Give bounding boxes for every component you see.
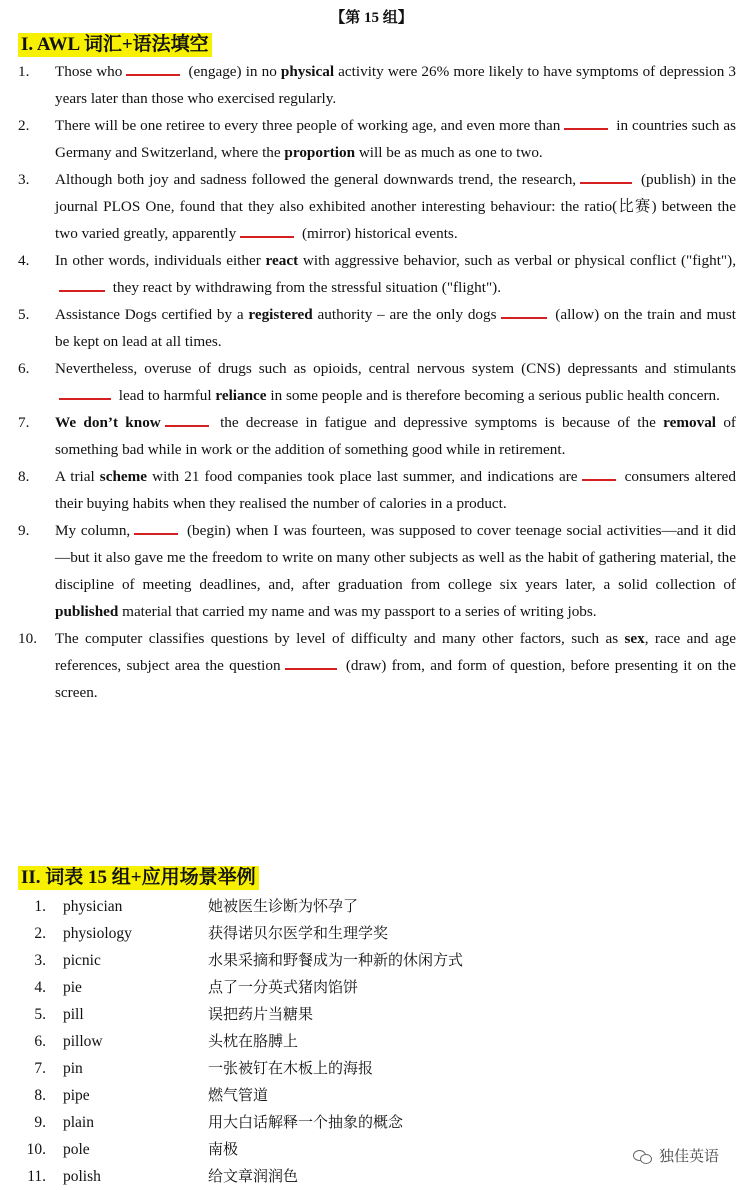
list-item bbox=[24, 1028, 724, 1055]
vocab-number: 10. bbox=[26, 1141, 46, 1158]
vocab-example: 南极 bbox=[208, 1140, 239, 1158]
vocab-number: 4. bbox=[34, 979, 46, 996]
question-number: 5. bbox=[18, 306, 30, 323]
answer-blank[interactable] bbox=[59, 276, 105, 292]
answer-blank[interactable] bbox=[285, 654, 337, 670]
question-number: 6. bbox=[18, 360, 30, 377]
vocab-word: pill bbox=[63, 1006, 84, 1023]
vocab-word: pole bbox=[63, 1141, 90, 1158]
vocab-example: 燃气管道 bbox=[208, 1086, 269, 1104]
list-item bbox=[24, 1082, 724, 1109]
question-number: 9. bbox=[18, 522, 30, 539]
question-item: 10. The computer classifies questions by level of difficulty and many other factors, such as sex, race and age references, subject area the question (draw) from, and form of question, before presenting it on the screen. bbox=[18, 625, 736, 706]
question-number: 8. bbox=[18, 468, 30, 485]
vocab-example: 她被医生诊断为怀孕了 bbox=[208, 897, 359, 915]
vocab-number: 9. bbox=[34, 1114, 46, 1131]
vocab-number: 7. bbox=[34, 1060, 46, 1077]
list-item bbox=[24, 1163, 724, 1190]
vocab-word: picnic bbox=[63, 952, 101, 969]
question-number: 2. bbox=[18, 117, 30, 134]
vocab-number: 1. bbox=[34, 898, 46, 915]
answer-blank[interactable] bbox=[134, 519, 178, 535]
question-item: 8. A trial scheme with 21 food companies took place last summer, and indications are consumers altered their buying habits when they realised the number of calories in a product. bbox=[18, 463, 736, 517]
vocab-word: pipe bbox=[63, 1087, 90, 1104]
vocab-list bbox=[24, 893, 724, 1190]
question-list bbox=[18, 58, 736, 706]
section2-heading: II. 词表 15 组+应用场景举例 bbox=[18, 866, 259, 890]
group-title: 【第 15 组】 bbox=[330, 10, 413, 26]
watermark bbox=[633, 1145, 719, 1166]
question-item: 6. Nevertheless, overuse of drugs such as opioids, central nervous system (CNS) depressants and stimulants lead to harmful reliance in some people and is therefore becoming a serious public health concern. bbox=[18, 355, 736, 409]
vocab-number: 5. bbox=[34, 1006, 46, 1023]
vocab-number: 2. bbox=[34, 925, 46, 942]
question-number: 3. bbox=[18, 171, 30, 188]
vocab-word: polish bbox=[63, 1168, 101, 1185]
list-item bbox=[24, 974, 724, 1001]
question-number: 4. bbox=[18, 252, 30, 269]
vocab-word: pin bbox=[63, 1060, 83, 1077]
question-number: 1. bbox=[18, 63, 30, 80]
watermark-text: 独佳英语 bbox=[658, 1147, 719, 1165]
list-item bbox=[24, 1055, 724, 1082]
vocab-example: 误把药片当糖果 bbox=[208, 1005, 314, 1023]
vocab-number: 3. bbox=[34, 952, 46, 969]
vocab-example: 一张被钉在木板上的海报 bbox=[208, 1059, 374, 1077]
vocab-word: pillow bbox=[63, 1033, 103, 1050]
answer-blank[interactable] bbox=[501, 303, 547, 319]
list-item bbox=[24, 1136, 724, 1163]
list-item bbox=[24, 920, 724, 947]
list-item bbox=[24, 1001, 724, 1028]
question-item: 7. We don’t know the decrease in fatigue and depressive symptoms is because of the removal of something bad while in work or the addition of something good while in retirement. bbox=[18, 409, 736, 463]
vocab-example: 头枕在胳膊上 bbox=[208, 1032, 299, 1050]
vocab-word: plain bbox=[63, 1114, 94, 1131]
list-item bbox=[24, 947, 724, 974]
vocab-example: 点了一分英式猪肉馅饼 bbox=[208, 978, 359, 996]
vocab-number: 11. bbox=[27, 1168, 46, 1185]
question-item: 5. Assistance Dogs certified by a registered authority – are the only dogs (allow) on the train and must be kept on lead at all times. bbox=[18, 301, 736, 355]
list-item bbox=[24, 1109, 724, 1136]
list-item bbox=[24, 893, 724, 920]
question-item: 2. There will be one retiree to every three people of working age, and even more than in countries such as Germany and Switzerland, where the proportion will be as much as one to two. bbox=[18, 112, 736, 166]
answer-blank[interactable] bbox=[59, 384, 111, 400]
vocab-example: 给文章润润色 bbox=[208, 1167, 299, 1185]
answer-blank[interactable] bbox=[240, 222, 294, 238]
vocab-word: physician bbox=[63, 898, 123, 915]
section1-heading: I. AWL 词汇+语法填空 bbox=[18, 33, 212, 57]
answer-blank[interactable] bbox=[165, 411, 209, 427]
vocab-example: 获得诺贝尔医学和生理学奖 bbox=[208, 924, 389, 942]
vocab-example: 水果采摘和野餐成为一种新的休闲方式 bbox=[208, 951, 464, 969]
question-item: 3. Although both joy and sadness followed the general downwards trend, the research, (publish) in the journal PLOS One, found that they also exhibited another interesting behaviour: the ratio(比赛) between the two varied greatly, apparently (mirror) historical events. bbox=[18, 166, 736, 247]
vocab-example: 用大白话解释一个抽象的概念 bbox=[208, 1113, 404, 1131]
question-item: 1. Those who (engage) in no physical activity were 26% more likely to have symptoms of depression 3 years later than those who exercised regularly. bbox=[18, 58, 736, 112]
vocab-number: 6. bbox=[34, 1033, 46, 1050]
vocab-word: physiology bbox=[63, 925, 132, 942]
wechat-icon bbox=[633, 1148, 653, 1164]
question-item: 9. My column, (begin) when I was fourteen, was supposed to cover teenage social activities—and it did—but it also gave me the freedom to write on many other subjects as well as the habit of gathering material, the discipline of meeting deadlines, and, after graduation from college six years later, a solid collection of published material that carried my name and was my passport to a series of writing jobs. bbox=[18, 517, 736, 625]
question-number: 10. bbox=[18, 630, 37, 647]
answer-blank[interactable] bbox=[580, 168, 632, 184]
question-item: 4. In other words, individuals either react with aggressive behavior, such as verbal or physical conflict ("fight"), they react by withdrawing from the stressful situation ("flight"). bbox=[18, 247, 736, 301]
question-number: 7. bbox=[18, 414, 30, 431]
answer-blank[interactable] bbox=[126, 60, 180, 76]
vocab-number: 8. bbox=[34, 1087, 46, 1104]
answer-blank[interactable] bbox=[564, 114, 608, 130]
answer-blank[interactable] bbox=[582, 465, 616, 481]
vocab-word: pie bbox=[63, 979, 82, 996]
